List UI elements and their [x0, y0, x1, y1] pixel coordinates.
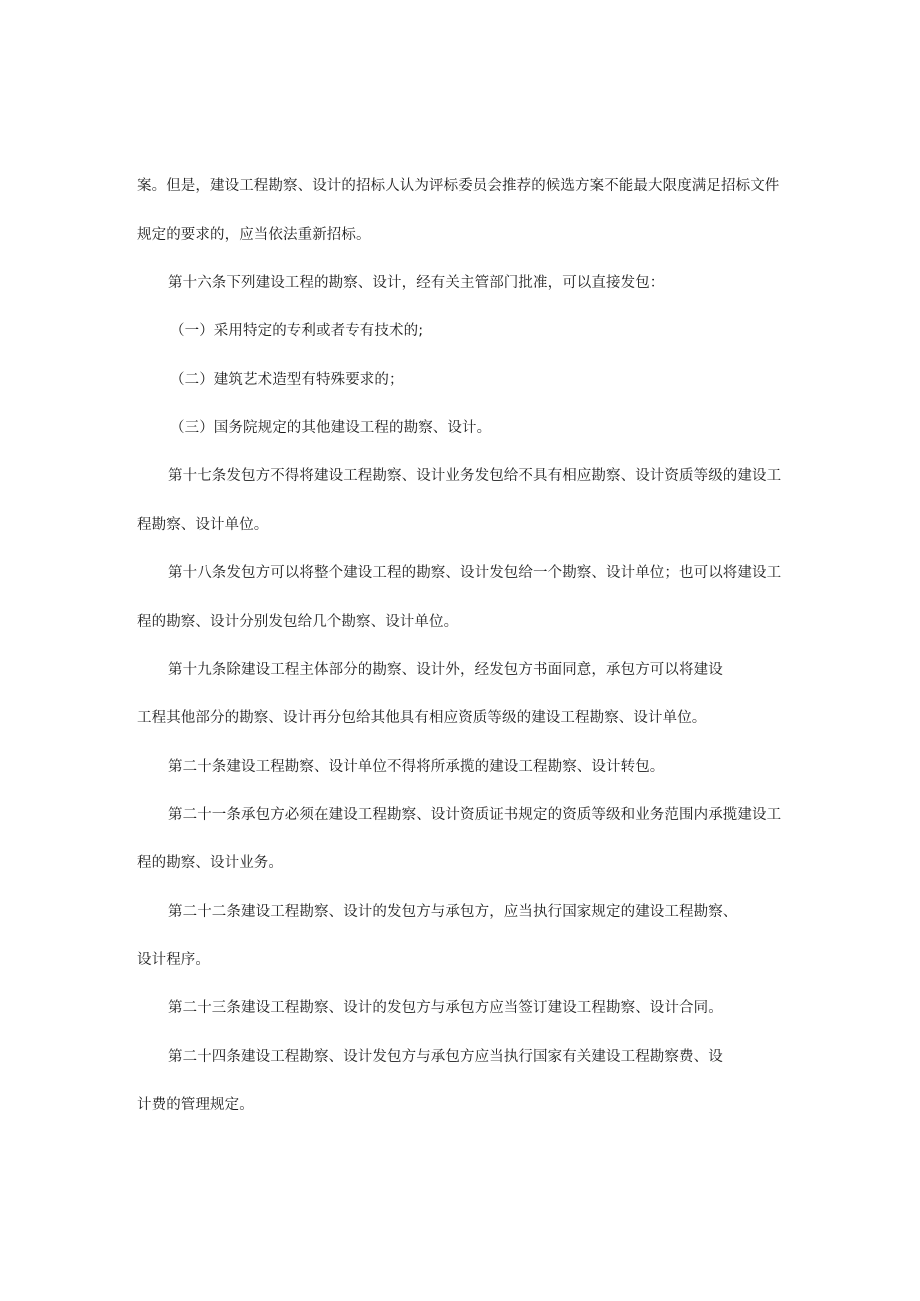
text-line: 设计程序。: [137, 952, 210, 968]
text-line: 第二十一条承包方必须在建设工程勘察、设计资质证书规定的资质等级和业务范围内承揽建设工: [168, 807, 782, 823]
text-line: 工程其他部分的勘察、设计再分包给其他具有相应资质等级的建设工程勘察、设计单位。: [137, 710, 707, 726]
text-line: 第二十四条建设工程勘察、设计发包方与承包方应当执行国家有关建设工程勘察费、设: [168, 1049, 723, 1065]
text-line: 规定的要求的，应当依法重新招标。: [137, 227, 371, 243]
text-line: （一）采用特定的专利或者专有技术的;: [170, 323, 424, 339]
text-line: 第十八条发包方可以将整个建设工程的勘察、设计发包给一个勘察、设计单位；也可以将建设工: [168, 565, 782, 581]
text-line: （二）建筑艺术造型有特殊要求的；: [170, 372, 404, 388]
text-line: 程的勘察、设计业务。: [137, 855, 283, 871]
text-line: 第十七条发包方不得将建设工程勘察、设计业务发包给不具有相应勘察、设计资质等级的建设工: [168, 468, 782, 484]
text-line: 第二十条建设工程勘察、设计单位不得将所承揽的建设工程勘察、设计转包。: [168, 759, 665, 775]
text-line: （三）国务院规定的其他建设工程的勘察、设计。: [170, 420, 492, 436]
text-line: 第十九条除建设工程主体部分的勘察、设计外，经发包方书面同意，承包方可以将建设: [168, 662, 723, 678]
text-line: 程勘察、设计单位。: [137, 517, 269, 533]
text-line: 第二十三条建设工程勘察、设计的发包方与承包方应当签订建设工程勘察、设计合同。: [168, 1000, 723, 1016]
text-line: 程的勘察、设计分别发包给几个勘察、设计单位。: [137, 614, 459, 630]
text-line: 第二十二条建设工程勘察、设计的发包方与承包方，应当执行国家规定的建设工程勘察、: [168, 904, 738, 920]
text-line: 第十六条下列建设工程的勘察、设计，经有关主管部门批准，可以直接发包：: [168, 275, 665, 291]
text-line: 案。但是，建设工程勘察、设计的招标人认为评标委员会推荐的候选方案不能最大限度满足招标文件: [137, 178, 780, 194]
text-line: 计费的管理规定。: [137, 1097, 254, 1113]
